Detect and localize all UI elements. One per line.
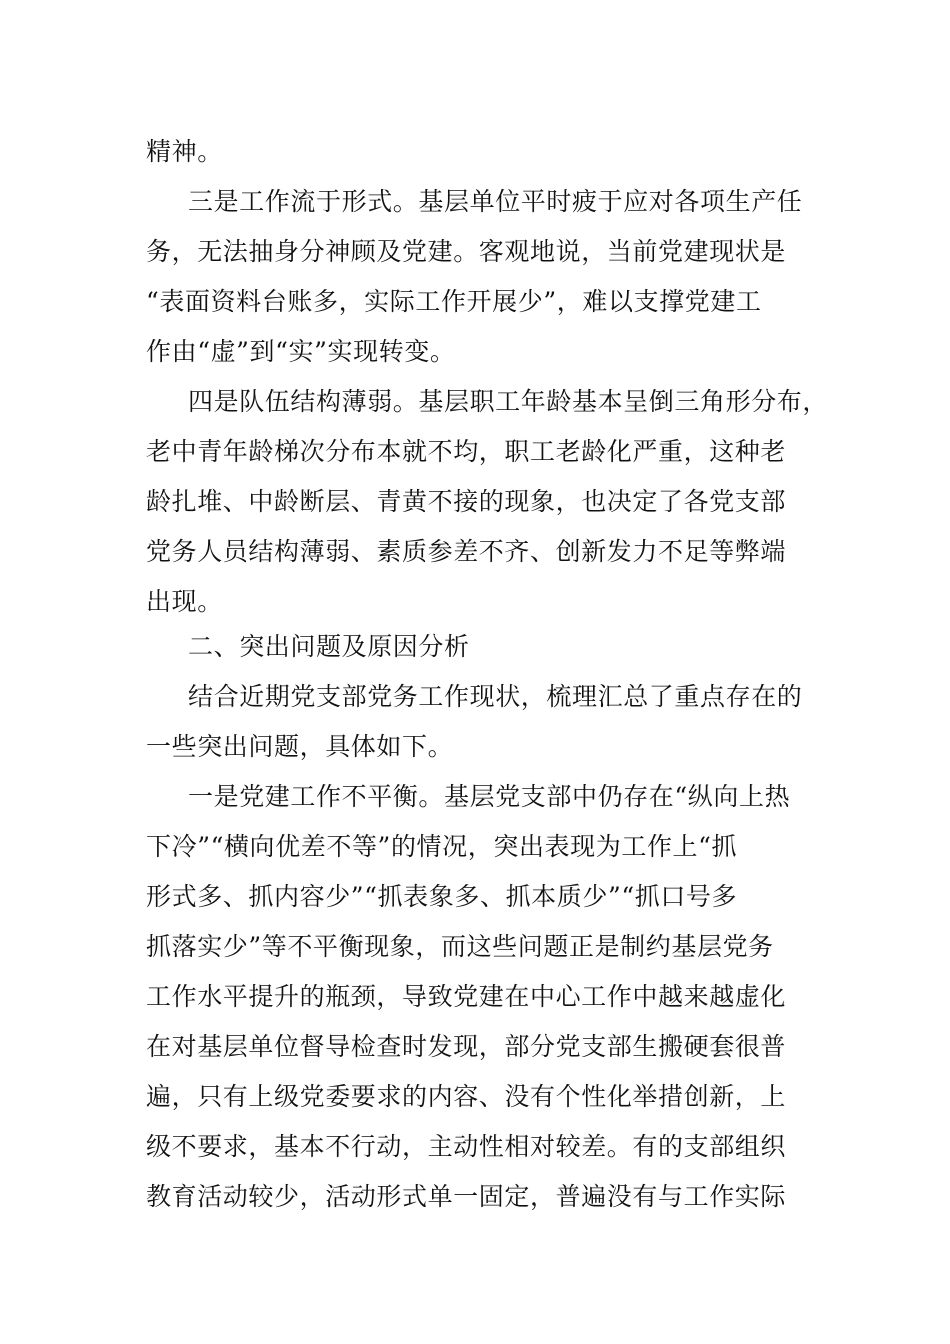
text-line: 下冷”“横向优差不等”的情况，突出表现为工作上“抓: [146, 832, 738, 861]
paragraph-start-line: 四是队伍结构薄弱。基层职工年龄基本呈倒三角形分布，: [188, 387, 829, 416]
text-line: 老中青年龄梯次分布本就不均，职工老龄化严重，这种老: [146, 437, 787, 466]
text-line: 形式多、抓内容少”“抓表象多、抓本质少”“抓口号多: [146, 882, 738, 911]
section-heading: 二、突出问题及原因分析: [188, 632, 470, 661]
text-line: 务，无法抽身分神顾及党建。客观地说，当前党建现状是: [146, 237, 787, 266]
text-line: 党务人员结构薄弱、素质参差不齐、创新发力不足等弊端: [146, 537, 787, 566]
text-line: 教育活动较少，活动形式单一固定，普遍没有与工作实际: [146, 1182, 787, 1211]
text-line: 出现。: [146, 587, 223, 616]
text-line: 作由“虚”到“实”实现转变。: [146, 337, 456, 366]
text-line: 遍，只有上级党委要求的内容、没有个性化举措创新，上: [146, 1082, 787, 1111]
text-line: 工作水平提升的瓶颈，导致党建在中心工作中越来越虚化: [146, 982, 787, 1011]
text-line: 在对基层单位督导检查时发现，部分党支部生搬硬套很普: [146, 1032, 787, 1061]
text-line: 龄扎堆、中龄断层、青黄不接的现象，也决定了各党支部: [146, 487, 787, 516]
text-line: 精神。: [146, 137, 223, 166]
text-line: “表面资料台账多，实际工作开展少”，难以支撑党建工: [146, 287, 762, 316]
paragraph-start-line: 一是党建工作不平衡。基层党支部中仍存在“纵向上热: [188, 782, 791, 811]
paragraph-start-line: 三是工作流于形式。基层单位平时疲于应对各项生产任: [188, 187, 803, 216]
text-line: 级不要求，基本不行动，主动性相对较差。有的支部组织: [146, 1132, 787, 1161]
text-line: 一些突出问题，具体如下。: [146, 732, 454, 761]
paragraph-start-line: 结合近期党支部党务工作现状，梳理汇总了重点存在的: [188, 682, 803, 711]
text-line: 抓落实少”等不平衡现象，而这些问题正是制约基层党务: [146, 932, 774, 961]
